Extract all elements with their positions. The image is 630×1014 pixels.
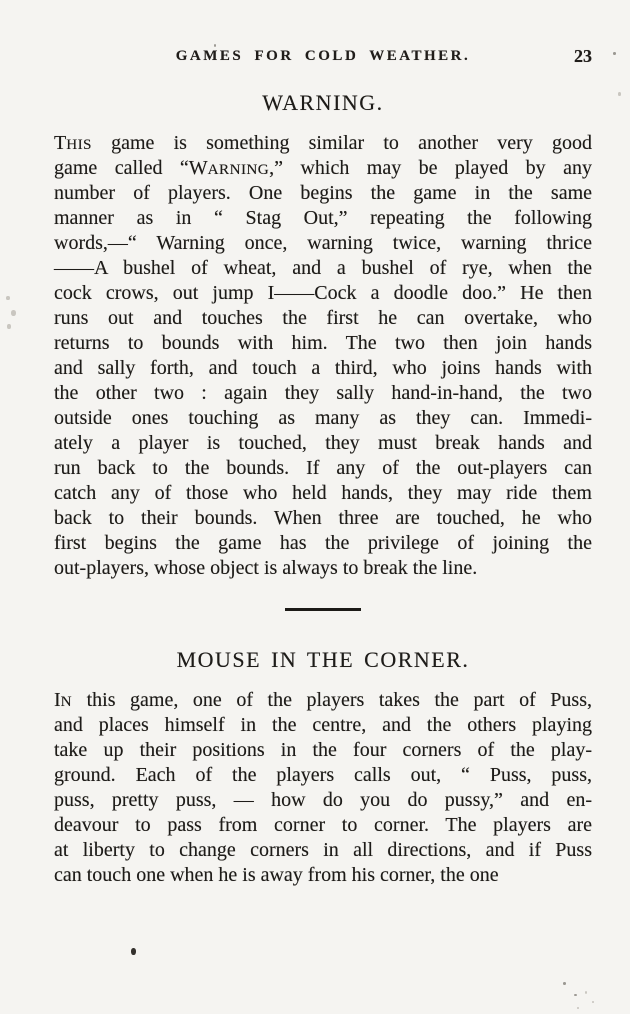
- text-line: number of players. One begins the game in the same: [54, 182, 592, 204]
- scan-speck: [11, 310, 16, 316]
- text-line: run back to the bounds. If any of the out-players can: [54, 457, 592, 479]
- text-line: cock crows, out jump I——Cock a doodle doo.” He then: [54, 282, 592, 304]
- text-line: back to their bounds. When three are touched, he who: [54, 507, 592, 529]
- text-line: ——A bushel of wheat, and a bushel of rye, when the: [54, 257, 592, 279]
- running-head-title: GAMES FOR COLD WEATHER.: [175, 48, 471, 64]
- text-line: can touch one when he is away from his corner, the one: [54, 864, 499, 886]
- section-heading: WARNING.: [262, 90, 384, 115]
- text-line: take up their positions in the four corners of the play-: [54, 739, 592, 761]
- section-warning: [54, 90, 592, 581]
- page-number: 23: [574, 46, 592, 66]
- text-line: game called “WARNING,” which may be played by any: [54, 157, 592, 179]
- scan-speck: [7, 324, 11, 329]
- text-line: the other two : again they sally hand-in-hand, the two: [54, 382, 592, 404]
- text-line: deavour to pass from corner to corner. The players are: [54, 814, 592, 836]
- scan-speck: [574, 994, 577, 996]
- section-divider: [285, 608, 361, 611]
- text-line: catch any of those who held hands, they may ride them: [54, 482, 592, 504]
- text-line: words,—“ Warning once, warning twice, warning thrice: [54, 232, 592, 254]
- scan-speck: [214, 44, 216, 47]
- paragraph: [54, 131, 592, 581]
- text-line: first begins the game has the privilege of joining the: [54, 532, 592, 554]
- text-line: THIS game is something similar to another very good: [54, 132, 592, 154]
- text-line: ately a player is touched, they must break hands and: [54, 432, 592, 454]
- text-line: ground. Each of the players calls out, “ Puss, puss,: [54, 764, 592, 786]
- section-heading: MOUSE IN THE CORNER.: [176, 647, 470, 672]
- paragraph: [54, 688, 592, 888]
- sections: [54, 90, 592, 888]
- running-head: [54, 48, 592, 68]
- text-line: returns to bounds with him. The two then join hands: [54, 332, 592, 354]
- text-line: runs out and touches the first he can overtake, who: [54, 307, 592, 329]
- text-line: manner as in “ Stag Out,” repeating the following: [54, 207, 592, 229]
- scan-speck: [592, 1001, 594, 1003]
- scan-speck: [613, 52, 616, 55]
- text-block: [54, 0, 592, 888]
- scan-speck: [585, 991, 587, 994]
- scan-speck: [577, 1007, 579, 1009]
- text-line: out-players, whose object is always to break the line.: [54, 557, 478, 579]
- text-line: puss, pretty puss, — how do you do pussy,” and en-: [54, 789, 592, 811]
- text-line: and sally forth, and touch a third, who joins hands with: [54, 357, 592, 379]
- scan-speck: [131, 948, 136, 955]
- scan-speck: [563, 982, 566, 985]
- section-mouse-in-the-corner: [54, 647, 592, 888]
- text-line: IN this game, one of the players takes the part of Puss,: [54, 689, 592, 711]
- text-line: outside ones touching as many as they can. Immedi-: [54, 407, 592, 429]
- text-line: and places himself in the centre, and the others playing: [54, 714, 592, 736]
- scan-speck: [618, 92, 621, 96]
- scan-speck: [6, 296, 10, 300]
- text-line: at liberty to change corners in all directions, and if Puss: [54, 839, 592, 861]
